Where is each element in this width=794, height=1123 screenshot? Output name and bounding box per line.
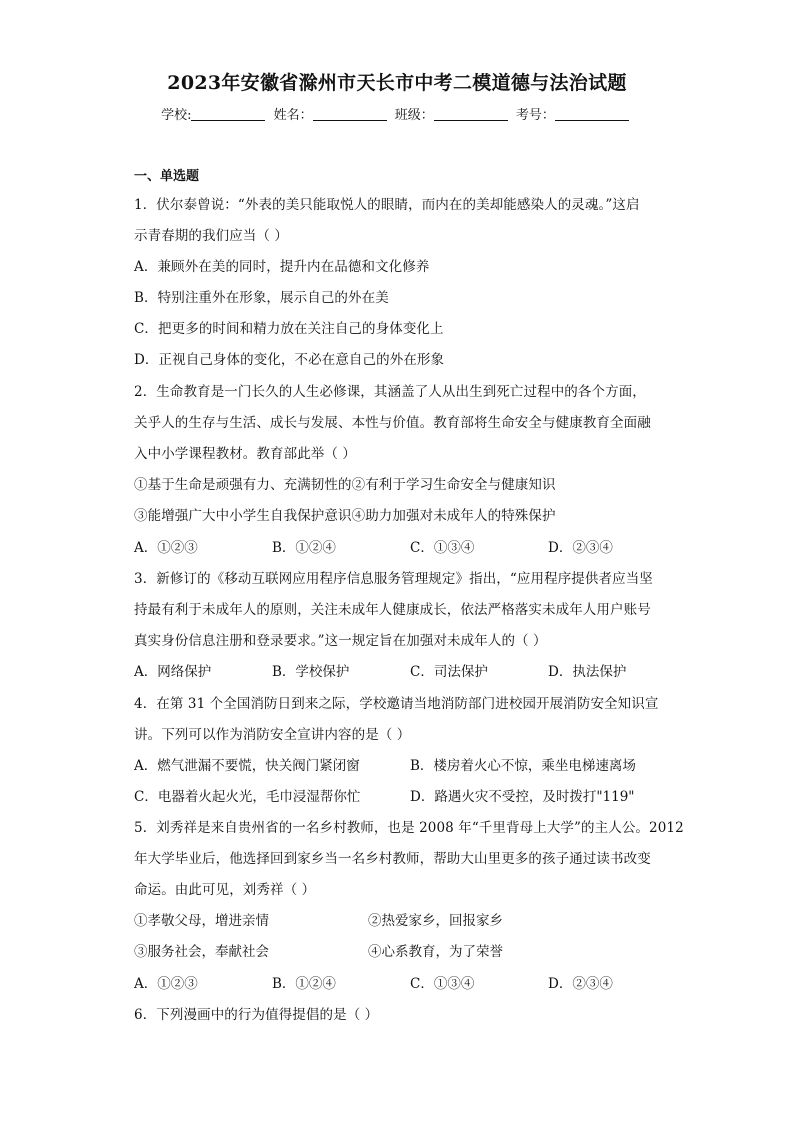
q3-stem-line: 真实身份信息注册和登录要求。”这一规定旨在加强对未成年人的（ ） [134,633,547,649]
q4-stem-line: 4．在第 31 个全国消防日到来之际，学校邀请当地消防部门进校园开展消防安全知识宣 [134,696,659,712]
q3-option-b: B．学校保护 [272,664,350,680]
q5-item: ②热爱家乡，回报家乡 [368,913,503,929]
q2-option-a: A．①②③ [134,540,198,556]
q3-stem-line: 持最有利于未成年人的原则，关注未成年人健康成长，依法严格落实未成年人用户账号 [134,602,651,618]
q4-stem-line: 讲。下列可以作为消防安全宣讲内容的是（ ） [134,727,411,743]
q5-option-b: B．①②④ [272,976,336,992]
school-blank[interactable] [191,108,265,121]
q1-option-d: D．正视自己身体的变化，不必在意自己的外在形象 [134,352,445,368]
q4-option-b: B．楼房着火心不惊，乘坐电梯速离场 [410,758,636,774]
q5-option-a: A．①②③ [134,976,198,992]
q2-option-c: C．①③④ [410,540,475,556]
q4-option-a: A．燃气泄漏不要慌，快关阀门紧闭窗 [134,758,360,774]
q2-stem-line: 关乎人的生存与生活、成长与发展、本性与价值。教育部将生命安全与健康教育全面融 [134,415,651,431]
q1-option-a: A．兼顾外在美的同时，提升内在品德和文化修养 [134,259,430,275]
exam-no-label: 考号： [515,108,555,123]
q2-item-line: ①基于生命是顽强有力、充满韧性的②有利于学习生命安全与健康知识 [134,477,556,493]
q2-option-b: B．①②④ [272,540,336,556]
name-blank[interactable] [313,108,387,121]
q5-item: ①孝敬父母，增进亲情 [134,913,269,929]
page-title: 2023年安徽省滁州市天长市中考二模道德与法治试题 [167,72,627,94]
section-title: 一、单选题 [134,169,200,184]
q1-option-b: B．特别注重外在形象，展示自己的外在美 [134,290,389,306]
q5-stem-line: 年大学毕业后，他选择回到家乡当一名乡村教师，帮助大山里更多的孩子通过读书改变 [134,851,651,867]
q5-option-c: C．①③④ [410,976,475,992]
q3-option-c: C．司法保护 [410,664,488,680]
name-label: 姓名： [273,108,313,123]
student-info-line [0,104,794,123]
q2-item-line: ③能增强广大中小学生自我保护意识④助力加强对未成年人的特殊保护 [134,508,556,524]
q5-item: ④心系教育，为了荣誉 [368,944,503,960]
q2-option-d: D．②③④ [548,540,613,556]
q3-stem-line: 3．新修订的《移动互联网应用程序信息服务管理规定》指出，“应用程序提供者应当坚 [134,571,653,587]
q3-option-a: A．网络保护 [134,664,212,680]
exam-no-blank[interactable] [555,108,629,121]
class-label: 班级： [394,108,434,123]
q1-stem-line: 示青春期的我们应当（ ） [134,228,288,244]
q5-item: ③服务社会，奉献社会 [134,944,269,960]
q4-option-c: C．电器着火起火光，毛巾浸湿帮你忙 [134,789,361,805]
school-label: 学校: [161,108,192,123]
q4-option-d: D．路遇火灾不受控，及时拨打"119" [410,789,635,805]
q1-stem-line: 1．伏尔泰曾说：“外表的美只能取悦人的眼睛，而内在的美却能感染人的灵魂。”这启 [134,197,640,213]
q6-stem-line: 6．下列漫画中的行为值得提倡的是（ ） [134,1007,379,1023]
q3-option-d: D．执法保护 [548,664,627,680]
q5-stem-line: 5．刘秀祥是来自贵州省的一名乡村教师，也是 2008 年“千里背母上大学”的主人公。2012 [134,820,684,836]
q5-stem-line: 命运。由此可见，刘秀祥（ ） [134,882,316,898]
class-blank[interactable] [434,108,508,121]
q1-option-c: C．把更多的时间和精力放在关注自己的身体变化上 [134,321,444,337]
q5-option-d: D．②③④ [548,976,613,992]
q2-stem-line: 入中小学课程教材。教育部此举（ ） [134,446,356,462]
q2-stem-line: 2．生命教育是一门长久的人生必修课，其涵盖了人从出生到死亡过程中的各个方面， [134,384,646,400]
